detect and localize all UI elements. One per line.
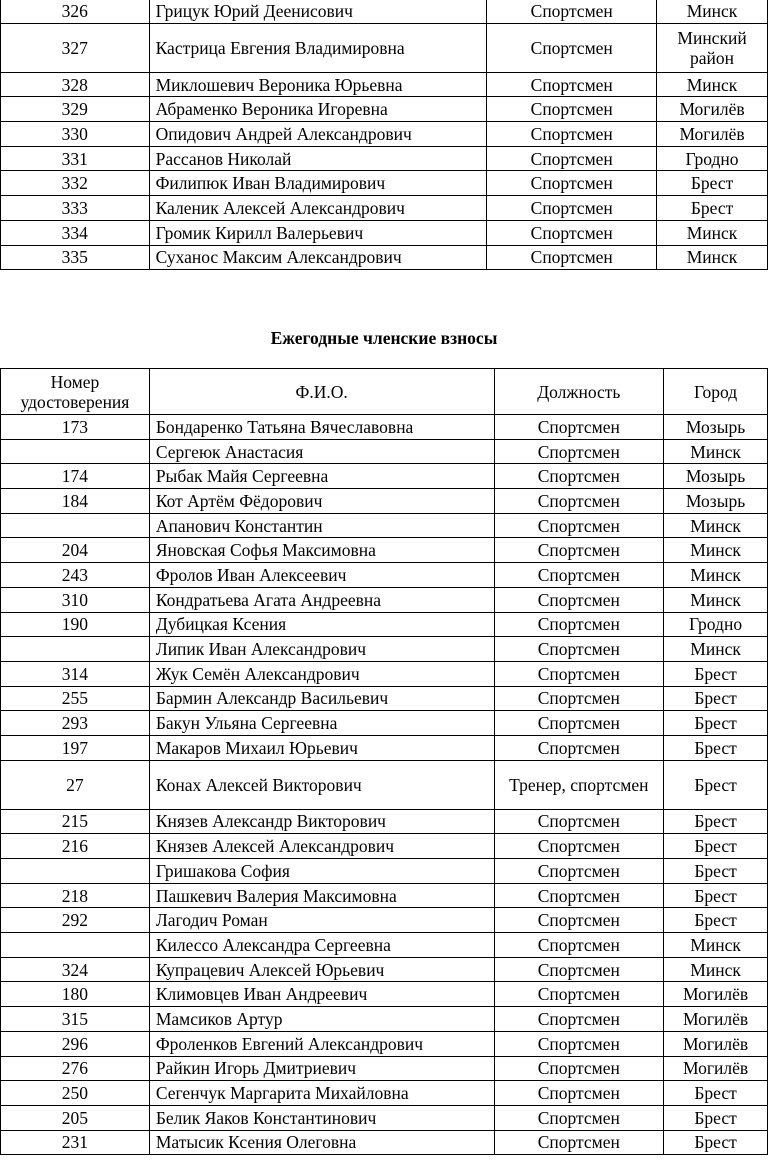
table-row	[1, 439, 768, 464]
cell-position: Спортсмен	[494, 957, 664, 982]
cell-position: Спортсмен	[494, 859, 664, 884]
cell-full-name: Макаров Михаил Юрьевич	[149, 735, 494, 760]
cell-full-name: Купрацевич Алексей Юрьевич	[149, 957, 494, 982]
cell-city: Брест	[664, 883, 768, 908]
cell-id-number	[1, 933, 150, 958]
cell-city: Брест	[664, 686, 768, 711]
cell-position: Спортсмен	[487, 97, 657, 122]
annual-fees-table	[0, 368, 768, 1155]
cell-id-number: 190	[1, 612, 150, 637]
cell-city: Могилёв	[664, 1031, 768, 1056]
cell-id-number: 174	[1, 464, 150, 489]
cell-position: Спортсмен	[487, 122, 657, 147]
cell-id-number	[1, 439, 150, 464]
table-row	[1, 711, 768, 736]
table-row	[1, 957, 768, 982]
cell-city: Гродно	[657, 146, 768, 171]
cell-city: Минск	[664, 637, 768, 662]
cell-city: Минск	[664, 933, 768, 958]
cell-position: Спортсмен	[494, 1130, 664, 1155]
header-full-name: Ф.И.О.	[149, 369, 494, 415]
cell-position: Спортсмен	[494, 513, 664, 538]
cell-position: Спортсмен	[494, 1007, 664, 1032]
cell-position: Спортсмен	[494, 587, 664, 612]
cell-position: Спортсмен	[487, 171, 657, 196]
cell-full-name: Матысик Ксения Олеговна	[149, 1130, 494, 1155]
members-table-top	[0, 0, 768, 270]
cell-id-number: 328	[1, 72, 150, 97]
cell-city: Минск	[664, 538, 768, 563]
annual-fees-header-row	[1, 369, 768, 415]
cell-city: Могилёв	[664, 1056, 768, 1081]
table-row	[1, 661, 768, 686]
cell-id-number: 255	[1, 686, 150, 711]
cell-city: Могилёв	[657, 122, 768, 147]
table-row	[1, 1105, 768, 1130]
table-row	[1, 72, 768, 97]
cell-full-name: Фроленков Евгений Александрович	[149, 1031, 494, 1056]
cell-full-name: Громик Кирилл Валерьевич	[149, 220, 487, 245]
cell-id-number: 332	[1, 171, 150, 196]
cell-id-number: 27	[1, 760, 150, 809]
cell-full-name: Сергеюк Анастасия	[149, 439, 494, 464]
cell-city: Брест	[664, 859, 768, 884]
cell-city: Минск	[657, 245, 768, 270]
cell-position: Спортсмен	[494, 933, 664, 958]
header-city: Город	[664, 369, 768, 415]
cell-id-number: 314	[1, 661, 150, 686]
cell-id-number: 292	[1, 908, 150, 933]
table-row	[1, 220, 768, 245]
cell-position: Спортсмен	[487, 196, 657, 221]
table-row	[1, 1081, 768, 1106]
cell-position: Спортсмен	[487, 220, 657, 245]
cell-position: Тренер, спортсмен	[494, 760, 664, 809]
cell-city: Брест	[664, 908, 768, 933]
cell-full-name: Грицук Юрий Деенисович	[149, 0, 487, 23]
cell-id-number	[1, 513, 150, 538]
table-row	[1, 982, 768, 1007]
cell-full-name: Рассанов Николай	[149, 146, 487, 171]
header-position: Должность	[494, 369, 664, 415]
table-row	[1, 513, 768, 538]
cell-id-number: 216	[1, 834, 150, 859]
cell-position: Спортсмен	[494, 1081, 664, 1106]
header-id-number: Номер удостоверения	[1, 369, 150, 415]
section-title: Ежегодные членские взносы	[270, 328, 498, 348]
table-row	[1, 1056, 768, 1081]
cell-full-name: Князев Александр Викторович	[149, 809, 494, 834]
cell-full-name: Лагодич Роман	[149, 908, 494, 933]
cell-city: Брест	[664, 1105, 768, 1130]
table-row	[1, 464, 768, 489]
cell-full-name: Кастрица Евгения Владимировна	[149, 23, 487, 72]
cell-position: Спортсмен	[494, 415, 664, 440]
cell-city: Брест	[657, 196, 768, 221]
cell-city: Брест	[664, 834, 768, 859]
cell-city: Минск	[664, 439, 768, 464]
cell-id-number: 243	[1, 563, 150, 588]
cell-position: Спортсмен	[494, 735, 664, 760]
cell-id-number: 293	[1, 711, 150, 736]
cell-city: Могилёв	[664, 1007, 768, 1032]
cell-position: Спортсмен	[494, 686, 664, 711]
cell-id-number: 310	[1, 587, 150, 612]
cell-city: Брест	[664, 1130, 768, 1155]
table-row	[1, 23, 768, 72]
table-row	[1, 196, 768, 221]
cell-position: Спортсмен	[494, 1056, 664, 1081]
cell-city: Гродно	[664, 612, 768, 637]
cell-id-number: 335	[1, 245, 150, 270]
cell-id-number: 329	[1, 97, 150, 122]
cell-city: Мозырь	[664, 489, 768, 514]
table-row	[1, 245, 768, 270]
cell-city: Брест	[664, 760, 768, 809]
table-row	[1, 563, 768, 588]
cell-city: Брест	[664, 735, 768, 760]
cell-city: Брест	[664, 809, 768, 834]
cell-position: Спортсмен	[494, 563, 664, 588]
cell-city: Могилёв	[664, 982, 768, 1007]
cell-full-name: Бармин Александр Васильевич	[149, 686, 494, 711]
cell-full-name: Конах Алексей Викторович	[149, 760, 494, 809]
cell-position: Спортсмен	[487, 146, 657, 171]
cell-city: Минск	[664, 587, 768, 612]
cell-full-name: Бакун Ульяна Сергеевна	[149, 711, 494, 736]
cell-city: Брест	[664, 711, 768, 736]
cell-id-number: 173	[1, 415, 150, 440]
cell-id-number: 276	[1, 1056, 150, 1081]
cell-position: Спортсмен	[494, 538, 664, 563]
table-row	[1, 637, 768, 662]
cell-position: Спортсмен	[494, 711, 664, 736]
cell-full-name: Филипюк Иван Владимирович	[149, 171, 487, 196]
cell-full-name: Райкин Игорь Дмитриевич	[149, 1056, 494, 1081]
cell-full-name: Фролов Иван Алексеевич	[149, 563, 494, 588]
cell-full-name: Килессо Александра Сергеевна	[149, 933, 494, 958]
table-row	[1, 1007, 768, 1032]
table-row	[1, 489, 768, 514]
cell-position: Спортсмен	[487, 72, 657, 97]
cell-position: Спортсмен	[494, 612, 664, 637]
cell-full-name: Климовцев Иван Андреевич	[149, 982, 494, 1007]
cell-city: Минск	[657, 72, 768, 97]
table-row	[1, 146, 768, 171]
table-row	[1, 538, 768, 563]
table-row	[1, 859, 768, 884]
table-row	[1, 587, 768, 612]
table-row	[1, 908, 768, 933]
cell-city: Минск	[657, 0, 768, 23]
cell-position: Спортсмен	[494, 1031, 664, 1056]
table-row	[1, 809, 768, 834]
members-table-top-body	[1, 0, 768, 270]
cell-id-number: 215	[1, 809, 150, 834]
cell-position: Спортсмен	[494, 661, 664, 686]
table-row	[1, 171, 768, 196]
cell-city: Мозырь	[664, 464, 768, 489]
cell-id-number: 331	[1, 146, 150, 171]
cell-full-name: Яновская Софья Максимовна	[149, 538, 494, 563]
cell-full-name: Рыбак Майя Сергеевна	[149, 464, 494, 489]
cell-position: Спортсмен	[494, 908, 664, 933]
cell-position: Спортсмен	[494, 637, 664, 662]
cell-position: Спортсмен	[494, 809, 664, 834]
cell-full-name: Сегенчук Маргарита Михайловна	[149, 1081, 494, 1106]
cell-position: Спортсмен	[494, 834, 664, 859]
table-row	[1, 883, 768, 908]
cell-full-name: Жук Семён Александрович	[149, 661, 494, 686]
table-row	[1, 0, 768, 23]
cell-id-number: 327	[1, 23, 150, 72]
cell-full-name: Бондаренко Татьяна Вячеславовна	[149, 415, 494, 440]
cell-full-name: Миклошевич Вероника Юрьевна	[149, 72, 487, 97]
table-row	[1, 415, 768, 440]
table-row	[1, 612, 768, 637]
table-row	[1, 760, 768, 809]
table-row	[1, 97, 768, 122]
cell-id-number: 333	[1, 196, 150, 221]
cell-full-name: Князев Алексей Александрович	[149, 834, 494, 859]
cell-position: Спортсмен	[494, 1105, 664, 1130]
table-row	[1, 933, 768, 958]
cell-id-number: 315	[1, 1007, 150, 1032]
cell-full-name: Гришакова София	[149, 859, 494, 884]
cell-city: Минск	[664, 957, 768, 982]
cell-id-number	[1, 637, 150, 662]
table-row	[1, 834, 768, 859]
cell-position: Спортсмен	[494, 464, 664, 489]
cell-full-name: Мамсиков Артур	[149, 1007, 494, 1032]
cell-city: Брест	[664, 661, 768, 686]
cell-city: Могилёв	[657, 97, 768, 122]
cell-city: Минск	[664, 513, 768, 538]
cell-full-name: Кондратьева Агата Андреевна	[149, 587, 494, 612]
cell-full-name: Опидович Андрей Александрович	[149, 122, 487, 147]
cell-city: Минск	[657, 220, 768, 245]
cell-full-name: Дубицкая Ксения	[149, 612, 494, 637]
cell-id-number: 330	[1, 122, 150, 147]
cell-city: Мозырь	[664, 415, 768, 440]
table-row	[1, 686, 768, 711]
cell-city: Брест	[657, 171, 768, 196]
cell-city: Минский район	[657, 23, 768, 72]
cell-position: Спортсмен	[494, 982, 664, 1007]
cell-id-number: 197	[1, 735, 150, 760]
table-row	[1, 1130, 768, 1155]
cell-full-name: Кот Артём Фёдорович	[149, 489, 494, 514]
cell-city: Минск	[664, 563, 768, 588]
cell-id-number: 184	[1, 489, 150, 514]
cell-id-number	[1, 859, 150, 884]
cell-full-name: Пашкевич Валерия Максимовна	[149, 883, 494, 908]
cell-id-number: 250	[1, 1081, 150, 1106]
cell-full-name: Белик Яаков Константинович	[149, 1105, 494, 1130]
cell-id-number: 326	[1, 0, 150, 23]
table-row	[1, 735, 768, 760]
cell-full-name: Каленик Алексей Александрович	[149, 196, 487, 221]
cell-full-name: Суханос Максим Александрович	[149, 245, 487, 270]
cell-full-name: Абраменко Вероника Игоревна	[149, 97, 487, 122]
cell-position: Спортсмен	[487, 245, 657, 270]
cell-id-number: 334	[1, 220, 150, 245]
cell-id-number: 204	[1, 538, 150, 563]
table-row	[1, 1031, 768, 1056]
cell-id-number: 205	[1, 1105, 150, 1130]
cell-id-number: 231	[1, 1130, 150, 1155]
cell-full-name: Апанович Константин	[149, 513, 494, 538]
cell-id-number: 218	[1, 883, 150, 908]
cell-position: Спортсмен	[494, 439, 664, 464]
cell-id-number: 324	[1, 957, 150, 982]
cell-position: Спортсмен	[487, 0, 657, 23]
cell-position: Спортсмен	[487, 23, 657, 72]
cell-id-number: 180	[1, 982, 150, 1007]
annual-fees-table-body	[1, 415, 768, 1155]
cell-position: Спортсмен	[494, 883, 664, 908]
cell-city: Брест	[664, 1081, 768, 1106]
cell-position: Спортсмен	[494, 489, 664, 514]
table-row	[1, 122, 768, 147]
cell-full-name: Липик Иван Александрович	[149, 637, 494, 662]
cell-id-number: 296	[1, 1031, 150, 1056]
